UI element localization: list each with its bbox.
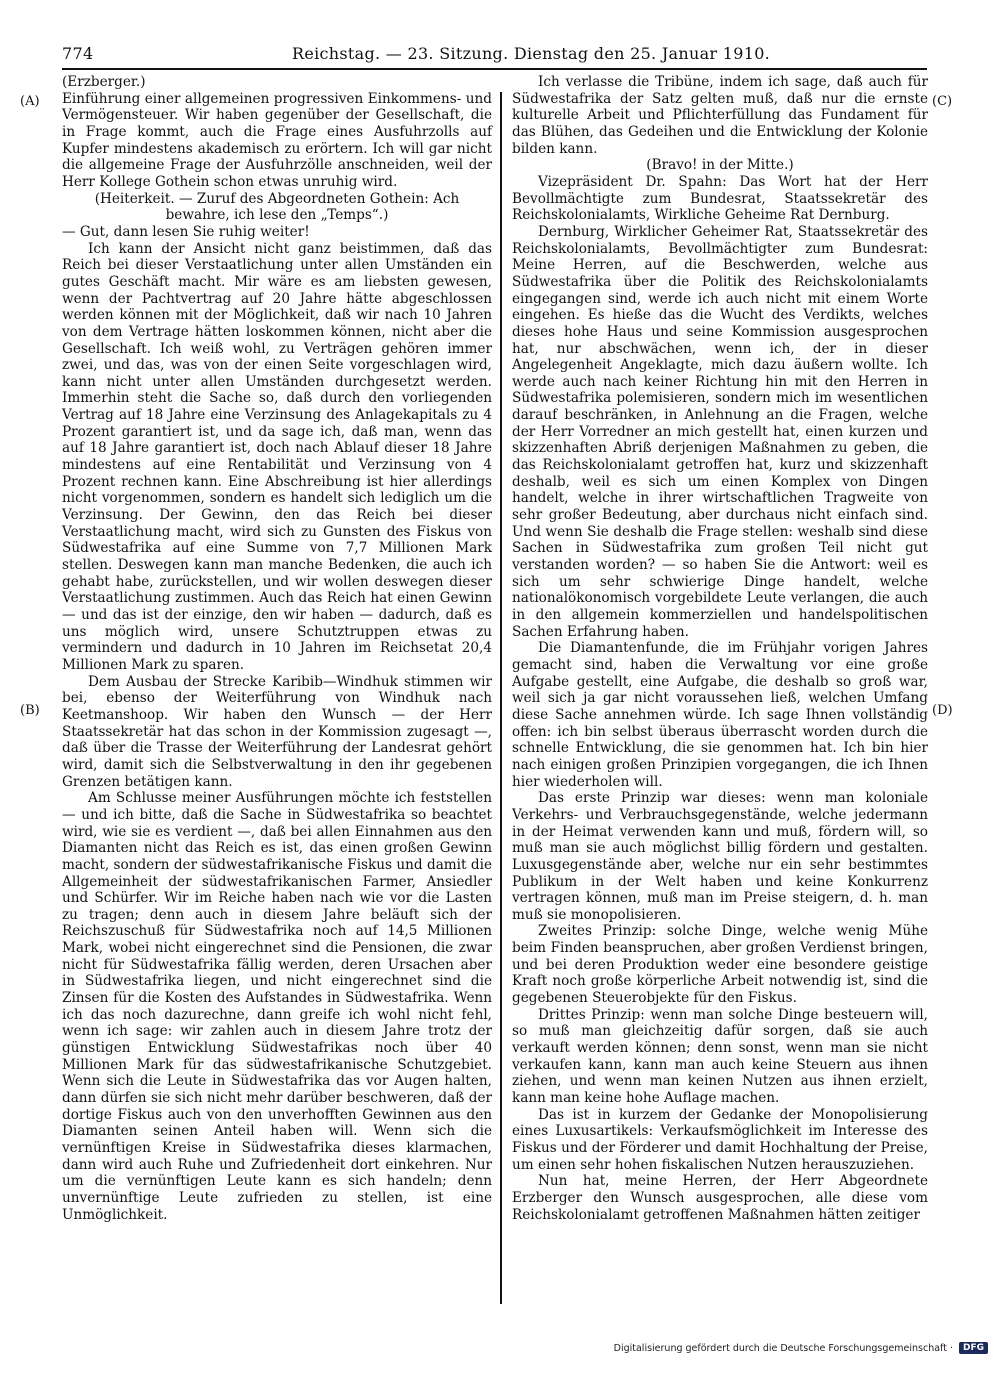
paragraph: Das erste Prinzip war dieses: wenn man koloniale Verkehrs- und Verbrauchsgegenstände, welche jedermann in der Heimat verwenden kann und muß, fördern will, so muß man sie auch möglichst billig fördern und gestalten. Luxusgegenstände aber, welche nur ein sehr bestimmtes Publikum in der Welt haben und keine Konkurrenz vertragen können, muß man im Preise steigern, d. h. man muß sie monopolisieren. — [512, 790, 928, 923]
page-title: Reichstag. — 23. Sitzung. Dienstag den 25. Januar 1910. — [292, 44, 771, 63]
paragraph: Einführung einer allgemeinen progressiven Einkommens- und Vermögensteuer. Wir haben gegenüber der Gesellschaft, die in Frage kommt, auch die Frage eines Ausfuhrzolls auf Kupfer mindestens akademisch zu erörtern. Ich will gar nicht die allgemeine Frage der Ausfuhrzölle anschneiden, weil der Herr Kollege Gothein schon etwas unruhig wird. — [62, 90, 492, 190]
paragraph: — Gut, dann lesen Sie ruhig weiter! — [62, 223, 310, 240]
footer-credit — [608, 1340, 988, 1356]
footer-text: Digitalisierung gefördert durch die Deutsche Forschungsgemeinschaft · — [613, 1342, 953, 1354]
right-column — [512, 74, 928, 1223]
column-divider — [500, 92, 502, 1304]
paragraph: Ich kann der Ansicht nicht ganz beistimmen, daß das Reich bei dieser Verstaatlichung unter allen Umständen ein gutes Geschäft macht. Mir wäre es am liebsten gewesen, wenn der Pachtvertrag auf 20 Jahre hätte abgeschlossen werden können mit der Möglichkeit, daß wir nach 10 Jahren von dem Vertrage hätten loskommen können, nicht aber die Gesellschaft. Ich weiß wohl, zu Verträgen gehören immer zwei, und das, was von der einen Seite vorgeschlagen wird, kann nicht unter allen Umständen durchgesetzt werden. Immerhin steht die Sache so, daß durch den vorliegenden Vertrag auf 18 Jahre eine Verzinsung des Anlagekapitals zu 4 Prozent garantiert ist, und da sage ich, daß man, wenn das auf 18 Jahre garantiert ist, doch nach Ablauf dieser 18 Jahre mindestens auf eine Rentabilität und Verzinsung von 4 Prozent rechnen kann. Eine Abschreibung ist hier allerdings nicht vorgenommen, sondern es handelt sich lediglich um die Verzinsung. Der Gewinn, den das Reich bei dieser Verstaatlichung macht, wird sich zu Gunsten des Fiskus von Südwestafrika auf eine Summe von 7,7 Millionen Mark stellen. Deswegen kann man manche Bedenken, die auch ich gehabt habe, zurückstellen, und wir wollen deswegen dieser Verstaatlichung zustimmen. Auch das Reich hat einen Gewinn — und das ist der einzige, den wir haben — dadurch, daß es uns möglich wird, unsere Schutztruppen etwas zu vermindern und dadurch in 10 Jahren im Reichsetat 20,4 Millionen Mark zu sparen. — [62, 240, 492, 673]
paragraph: Drittes Prinzip: wenn man solche Dinge besteuern will, so muß man gleichzeitig dafür sorgen, daß sie auch verkauft werden können; denn sonst, wenn man sie nicht verkaufen kann, kann man auch keine Steuern aus ihnen ziehen, und wenn man keinen Nutzen aus ihnen erzielt, kann man keine hohe Auflage machen. — [512, 1006, 928, 1107]
page-header — [62, 42, 927, 68]
margin-marker-d: (D) — [932, 703, 953, 718]
paragraph: Zweites Prinzip: solche Dinge, welche wenig Mühe beim Finden beanspruchen, aber großen Verdienst bringen, und bei deren Produktion weder eine besondere geistige Kraft noch große körperliche Arbeit notwendig ist, sind die gegebenen Steuerobjekte für den Fiskus. — [512, 923, 928, 1007]
paragraph: Das ist in kurzem der Gedanke der Monopolisierung eines Luxusartikels: Verkaufsmöglichkeit im Interesse des Fiskus und der Förderer und damit Hochhaltung der Preise, um einen sehr hohen fiskalischen Nutzen herauszuziehen. — [512, 1106, 928, 1173]
dfg-logo: DFG — [959, 1342, 988, 1354]
interjection: (Heiterkeit. — Zuruf des Abgeordneten Gothein: Ach bewahre, ich lese den „Temps“.) — [94, 190, 460, 224]
margin-marker-b: (B) — [20, 703, 40, 718]
margin-marker-c: (C) — [932, 94, 953, 109]
paragraph: Am Schlusse meiner Ausführungen möchte ich feststellen — und ich bitte, daß die Sache in Südwestafrika so beachtet wird, wie sie es verdient —, daß bei allen Einnahmen aus den Diamanten nicht das Reich es ist, das einen großen Gewinn macht, sondern der südwestafrikanische Fiskus und damit die Allgemeinheit der südwestafrikanischen Farmer, Ansiedler und Schürfer. Wir im Reiche haben nach wie vor die Lasten zu tragen; denn auch in diesem Jahre beläuft sich der Reichszuschuß für Südwestafrika noch auf 14,5 Millionen Mark, wobei nicht eingerechnet sind die Pensionen, die zwar nicht für Südwestafrika fällig werden, deren Ursachen aber in Südwestafrika liegen, und nicht eingerechnet sind die Zinsen für die Kosten des Aufstandes in Südwestafrika. Wenn ich das noch dazurechne, dann greife ich wohl nicht fehl, wenn ich sage: wir zahlen auch in diesem Jahre trotz der günstigen Entwicklung Südwestafrikas noch über 40 Millionen Mark für das südwestafrikanische Schutzgebiet. Wenn sich die Leute in Südwestafrika das vor Augen halten, dann dürfen sie sich nicht mehr darüber beschweren, daß der dortige Fiskus auch von den unverhofften Gewinnen aus den Diamanten seinen Anteil haben will. Wenn sich die vernünftigen Kreise in Südwestafrika dieses klarmachen, dann wird auch Ruhe und Zufriedenheit dort einkehren. Nur um die vernünftigen Leute kann es sich handeln; denn unvernünftige Leute zufrieden zu stellen, ist eine Unmöglichkeit. — [62, 790, 492, 1223]
paragraph: Die Diamantenfunde, die im Frühjahr vorigen Jahres gemacht sind, haben die Verwaltung vor eine große Aufgabe gestellt, eine Aufgabe, die deshalb so groß war, weil sich ja gar nicht voraussehen ließ, welchen Umfang diese Sache annehmen würde. Ich sage Ihnen vollständig offen: ich bin selbst überaus überrascht worden durch die schnelle Entwicklung, die sie genommen hat. Ich bin hier nach einigen großen Prinzipien vorgegangen, die ich Ihnen hier wiederholen will. — [512, 640, 928, 790]
page-number: 774 — [62, 44, 94, 63]
left-column — [62, 74, 492, 1223]
paragraph: Ich verlasse die Tribüne, indem ich sage, daß auch für Südwestafrika der Satz gelten muß, daß nur die ernste kulturelle Arbeit und Pflichterfüllung das Fundament für das Blühen, das Gedeihen und die Entwicklung der Kolonie bilden kann. — [512, 74, 928, 157]
paragraph: Nun hat, meine Herren, der Herr Abgeordnete Erzberger den Wunsch ausgesprochen, alle diese vom Reichskolonialamt getroffenen Maßnahmen hätten zeitiger — [512, 1173, 928, 1223]
paragraph: Dernburg, Wirklicher Geheimer Rat, Staatssekretär des Reichskolonialamts, Bevollmächtigter zum Bundesrat: Meine Herren, auf die Beschwerden, welche aus Südwestafrika über die Politik des Reichskolonialamts eingegangen sind, werde ich auch nicht mit einem Worte eingehen. Es hieße das die Wucht des Verdikts, welches dieses hohe Haus und seine Kommission ausgesprochen hat, nur abschwächen, wenn ich, der in dieser Angelegenheit Angeklagte, mich dazu äußern wollte. Ich werde auch nach keiner Richtung hin mit den Herren in Südwestafrika polemisieren, sondern mich im wesentlichen darauf beschränken, in Anlehnung an die Fragen, welche der Herr Vorredner an mich gestellt hat, einen kurzen und skizzenhaften Abriß derjenigen Maßnahmen zu geben, die das Reichskolonialamt getroffen hat, kurz und skizzenhaft deshalb, weil es sich um einen Komplex von Dingen handelt, welche in ihrer wirtschaftlichen Tragweite von sehr großer Bedeutung, aber durchaus nicht einfach sind. Und wenn Sie deshalb die Frage stellen: weshalb sind diese Sachen in Südwestafrika zum großen Teil nicht gut verstanden worden? — so haben Sie die Antwort: weil es sich um sehr schwierige Dinge handelt, welche nationalökonomisch vorgebildete Leute verlangen, die auch in den allgemein kommerziellen und handelspolitischen Sachen Erfahrung haben. — [512, 223, 928, 640]
margin-marker-a: (A) — [20, 94, 40, 109]
paragraph: Vizepräsident Dr. Spahn: Das Wort hat der Herr Bevollmächtigte zum Bundesrat, Staatssekretär des Reichskolonialamts, Wirkliche Geheime Rat Dernburg. — [512, 173, 928, 224]
interjection: (Bravo! in der Mitte.) — [646, 157, 794, 174]
paragraph: Dem Ausbau der Strecke Karibib—Windhuk stimmen wir bei, ebenso der Weiterführung von Windhuk nach Keetmanshoop. Wir haben den Wunsch — der Herr Staatssekretär hat das schon in der Kommission zugesagt —, daß über die Trasse der Weiterführung der Landesrat gehört wird, damit sich die Selbstverwaltung in den ihr gegebenen Grenzen betätigen kann. — [62, 673, 492, 790]
header-rule — [62, 68, 927, 70]
speaker-label: (Erzberger.) — [62, 74, 146, 90]
